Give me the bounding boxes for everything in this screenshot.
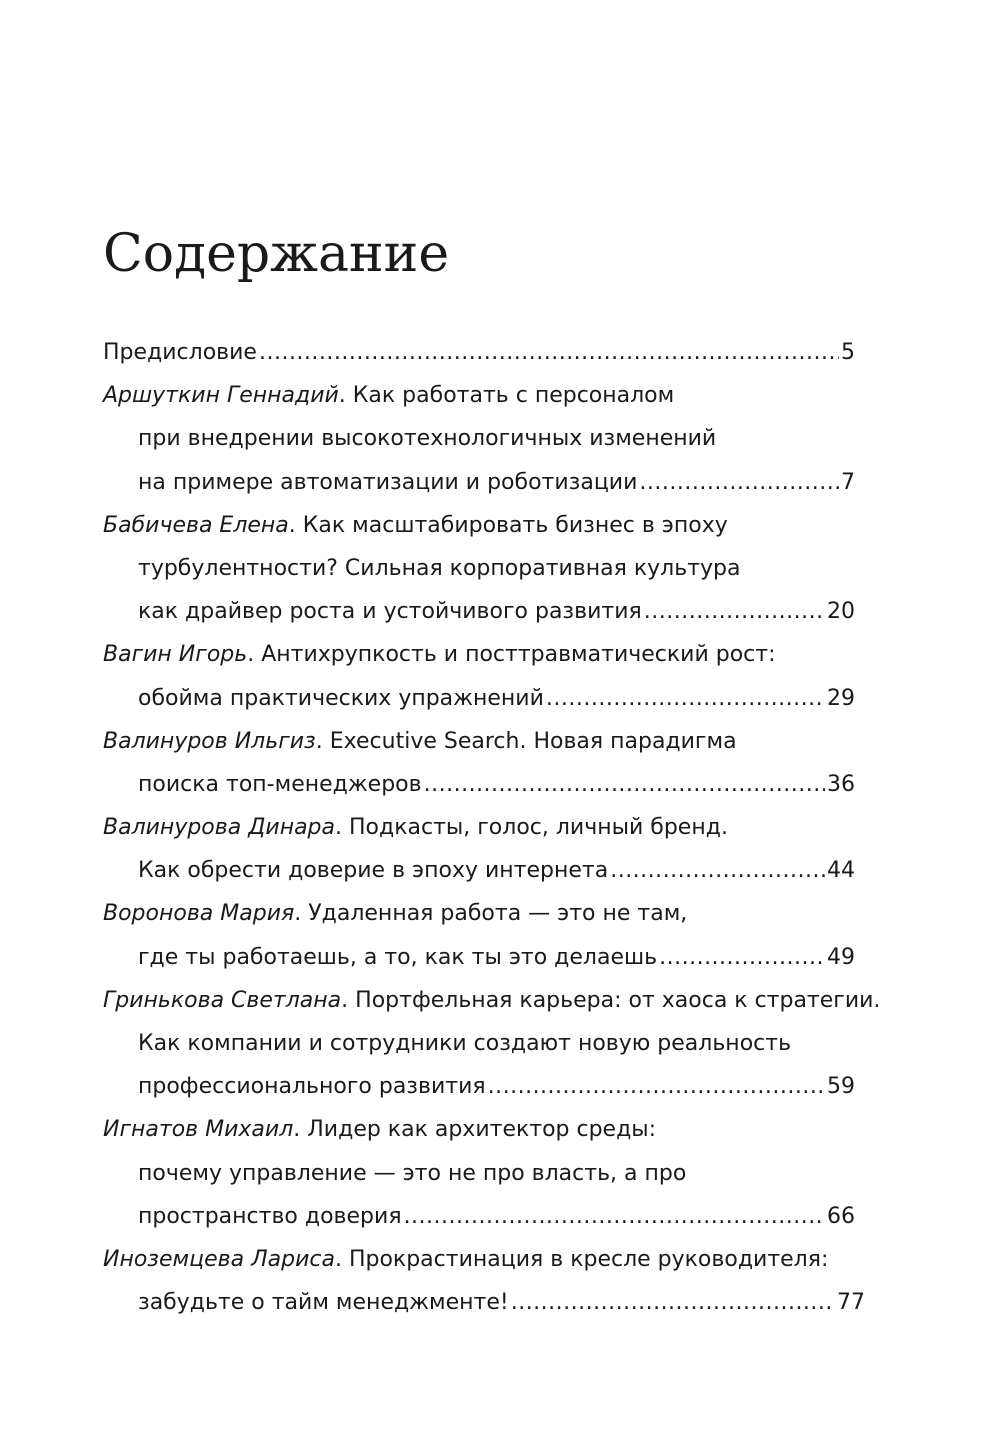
page-number: 5 bbox=[841, 340, 855, 365]
toc-entry-line[interactable] bbox=[103, 806, 855, 849]
entry-author: Гринькова Светлана bbox=[103, 987, 342, 1013]
toc-entry-line[interactable] bbox=[103, 1281, 865, 1324]
toc-entry-line[interactable] bbox=[103, 936, 855, 979]
page-number: 20 bbox=[827, 599, 855, 625]
entry-title: Предисловие bbox=[103, 340, 257, 365]
entry-title: Executive Search. Новая парадигма bbox=[329, 728, 737, 754]
dot-leader bbox=[404, 1195, 825, 1238]
dot-leader bbox=[259, 331, 839, 374]
entry-title: Подкасты, голос, личный бренд. bbox=[349, 815, 728, 841]
toc-entry-line[interactable] bbox=[103, 892, 855, 935]
entry-title: как драйвер роста и устойчивого развития bbox=[138, 599, 642, 625]
dot-leader bbox=[546, 677, 825, 720]
dot-leader bbox=[610, 849, 825, 892]
dot-leader bbox=[644, 590, 825, 633]
dot-leader bbox=[659, 936, 825, 979]
toc-entry-line[interactable] bbox=[103, 633, 855, 676]
toc-entry-line[interactable] bbox=[103, 849, 855, 892]
author-separator: . bbox=[294, 901, 309, 927]
author-separator: . bbox=[293, 1117, 308, 1143]
entry-title: при внедрении высокотехнологичных изменений bbox=[138, 426, 717, 452]
toc-entry-line[interactable] bbox=[103, 1065, 855, 1108]
page-number: 59 bbox=[827, 1074, 855, 1100]
entry-title: Удаленная работа — это не там, bbox=[308, 901, 688, 927]
toc-entry-line[interactable] bbox=[103, 547, 855, 590]
page-number: 66 bbox=[827, 1203, 855, 1229]
dot-leader bbox=[639, 461, 839, 504]
entry-author: Валинуров Ильгиз bbox=[103, 728, 316, 754]
toc-entry-line[interactable] bbox=[103, 1152, 855, 1195]
author-separator: . bbox=[338, 383, 353, 409]
toc-entry-line[interactable] bbox=[103, 417, 855, 460]
page-number: 49 bbox=[827, 944, 855, 970]
entry-title: на примере автоматизации и роботизации bbox=[138, 469, 638, 495]
entry-author: Игнатов Михаил bbox=[103, 1117, 294, 1143]
entry-title: Прокрастинация в кресле руководителя: bbox=[348, 1246, 829, 1272]
toc-entry-line[interactable] bbox=[103, 979, 881, 1022]
dot-leader bbox=[424, 763, 825, 806]
toc-entry-line[interactable] bbox=[103, 1195, 855, 1238]
entry-title: Лидер как архитектор среды: bbox=[307, 1117, 657, 1143]
toc-entry-line[interactable] bbox=[103, 461, 855, 504]
dot-leader bbox=[488, 1065, 825, 1108]
table-of-contents bbox=[103, 331, 881, 1324]
entry-title: Как работать с персоналом bbox=[352, 383, 675, 409]
toc-entry-line[interactable] bbox=[103, 504, 855, 547]
entry-title: Как компании и сотрудники создают новую реальность bbox=[138, 1031, 792, 1056]
entry-author: Аршуткин Геннадий bbox=[103, 383, 339, 409]
author-separator: . bbox=[334, 1246, 349, 1272]
entry-title: Антихрупкость и посттравматический рост: bbox=[261, 642, 776, 668]
entry-title: где ты работаешь, а то, как ты это делаешь bbox=[138, 944, 658, 970]
toc-entry-line[interactable] bbox=[103, 331, 855, 374]
toc-entry-line[interactable] bbox=[103, 590, 855, 633]
entry-author: Иноземцева Лариса bbox=[103, 1246, 335, 1272]
entry-title: Как обрести доверие в эпоху интернета bbox=[138, 858, 609, 884]
toc-entry-line[interactable] bbox=[103, 1022, 855, 1065]
author-separator: . bbox=[288, 512, 303, 538]
page-number: 44 bbox=[827, 858, 855, 884]
author-separator: . bbox=[247, 642, 262, 668]
entry-title: пространство доверия bbox=[138, 1203, 402, 1229]
toc-entry-line[interactable] bbox=[103, 720, 855, 763]
entry-title: обойма практических упражнений bbox=[138, 685, 544, 711]
author-separator: . bbox=[315, 728, 330, 754]
entry-author: Бабичева Елена bbox=[103, 512, 289, 538]
entry-title: поиска топ-менеджеров bbox=[138, 771, 422, 797]
entry-author: Валинурова Динара bbox=[103, 815, 335, 841]
toc-entry-line[interactable] bbox=[103, 763, 855, 806]
entry-title: Как масштабировать бизнес в эпоху bbox=[302, 512, 728, 538]
author-separator: . bbox=[335, 815, 349, 841]
page-number: 77 bbox=[837, 1290, 865, 1316]
dot-leader bbox=[511, 1281, 835, 1324]
entry-author: Вагин Игорь bbox=[103, 642, 248, 668]
entry-title: почему управление — это не про власть, а про bbox=[138, 1160, 687, 1186]
toc-entry-line[interactable] bbox=[103, 677, 855, 720]
toc-entry-line[interactable] bbox=[103, 374, 855, 417]
page-title: Содержание bbox=[103, 224, 450, 284]
entry-author: Воронова Мария bbox=[103, 901, 295, 927]
author-separator: . bbox=[341, 987, 356, 1013]
page-number: 7 bbox=[841, 469, 855, 495]
entry-title: профессионального развития bbox=[138, 1074, 486, 1100]
page-number: 29 bbox=[827, 685, 855, 711]
entry-title: турбулентности? Сильная корпоративная культура bbox=[138, 555, 741, 581]
entry-title: Портфельная карьера: от хаоса к стратегии. bbox=[355, 987, 881, 1013]
entry-title: забудьте о тайм менеджменте! bbox=[138, 1290, 509, 1316]
toc-entry-line[interactable] bbox=[103, 1108, 855, 1151]
page-number: 36 bbox=[827, 771, 855, 797]
toc-entry-line[interactable] bbox=[103, 1238, 855, 1281]
